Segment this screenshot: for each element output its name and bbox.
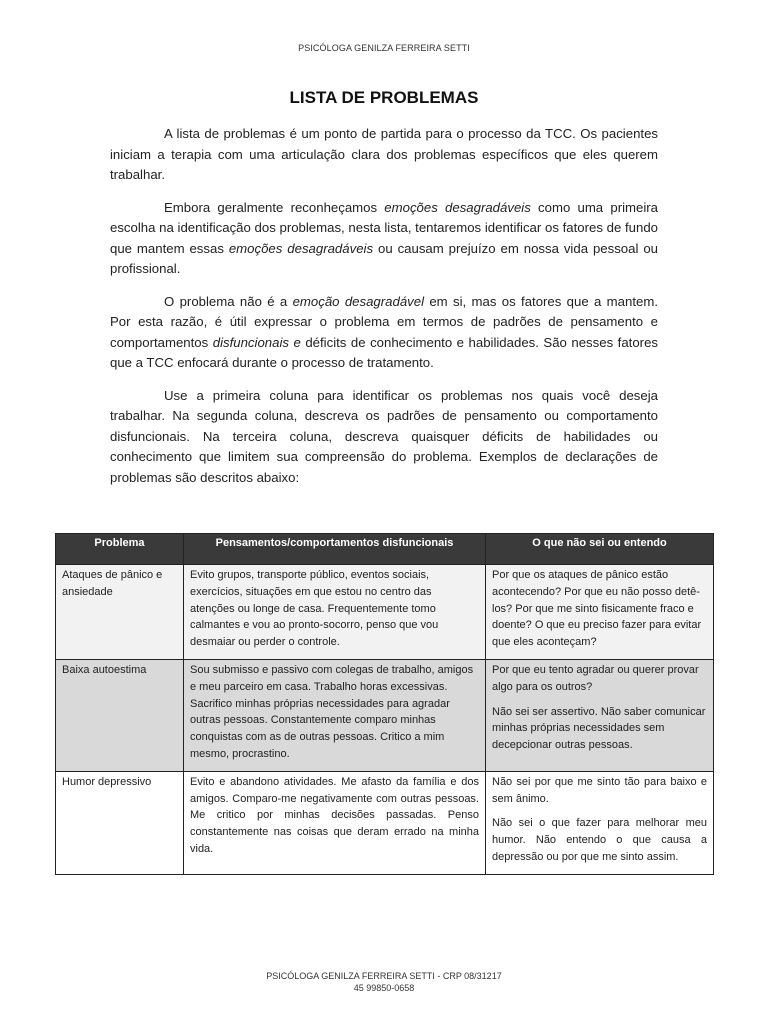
cell-paragraph: Por que eu tento agradar ou querer provar algo para os outros? [492, 663, 699, 693]
cell-thoughts: Sou submisso e passivo com colegas de trabalho, amigos e meu parceiro em casa. Trabalho horas excessivas. Sacrifico minhas próprias necessidades para agradar outras pessoas. Constantemente comparo minhas conquistas com as de outras pessoas. Critico a mim mesmo, procrastino. [184, 659, 486, 771]
intro-paragraph: A lista de problemas é um ponto de partida para o processo da TCC. Os pacientes iniciam a terapia com uma articulação clara dos problemas específicos que eles querem trabalhar. [110, 126, 658, 182]
header-unknown: O que não sei ou entendo [486, 534, 714, 565]
cell-paragraph: Não sei o que fazer para melhorar meu humor. Não entendo o que causa a depressão ou por que me sinto assim. [492, 817, 707, 863]
cell-thoughts: Evito e abandono atividades. Me afasto da família e dos amigos. Comparo-me negativamente com outras pessoas. Me critico por minhas decisões passadas. Penso constantemente nas coisas que deram errado na minha vida. [184, 771, 486, 874]
cell-paragraph: Não sei por que me sinto tão para baixo e sem ânimo. [492, 775, 707, 805]
text-span: ou causam prejuízo em nossa vida pessoal ou profissional. [110, 240, 658, 276]
table-row [56, 659, 714, 771]
emphasis-text: emoções desagradáveis [228, 240, 374, 256]
cell-paragraph: Por que os ataques de pânico estão acontecendo? Por que eu não posso detê-los? Por que me sinto fisicamente fraco e doente? O que eu preciso fazer para evitar que eles aconteçam? [492, 569, 702, 649]
header-thoughts: Pensamentos/comportamentos disfuncionais [184, 534, 486, 565]
text-span: em si, mas os fatores que a mantem. Por esta razão, é útil expressar o problema em termos de padrões de pensamento e comportamentos [110, 293, 658, 350]
footer-name-line: PSICÓLOGA GENILZA FERREIRA SETTI - CRP 08/31217 [266, 971, 502, 981]
text-span: déficits de conhecimento e habilidades. São nesses fatores que a TCC enfocará durante o processo de tratamento. [110, 334, 658, 370]
header-problem: Problema [56, 534, 184, 565]
text-span: Embora geralmente reconheçamos [164, 199, 385, 215]
cell-problem: Baixa autoestima [56, 659, 184, 771]
text-span: O problema não é a [164, 293, 293, 309]
emphasis-text: emoção desagradável [292, 293, 425, 309]
table-row [56, 565, 714, 660]
page-title: LISTA DE PROBLEMAS [289, 88, 479, 107]
table-row [56, 771, 714, 874]
cell-unknown [486, 565, 714, 660]
table-header-row [56, 534, 714, 565]
problem-definition-paragraph [110, 292, 658, 374]
cell-unknown [486, 771, 714, 874]
emphasis-text: disfuncionais e [212, 334, 301, 350]
page-footer [0, 970, 768, 994]
document-body [110, 124, 658, 500]
emphasis-text: emoções desagradáveis [384, 199, 531, 215]
problems-table [55, 533, 714, 875]
text-span: como uma primeira escolha na identificação dos problemas, nesta lista, tentaremos identificar os fatores de fundo que mantem essas [110, 199, 658, 256]
cell-problem: Humor depressivo [56, 771, 184, 874]
cell-problem: Ataques de pânico e ansiedade [56, 565, 184, 660]
emotions-paragraph [110, 198, 658, 280]
cell-paragraph: Não sei ser assertivo. Não saber comunicar minhas próprias necessidades sem decepcionar outras pessoas. [492, 705, 706, 752]
footer-phone-line: 45 99850-0658 [353, 983, 415, 993]
instructions-paragraph: Use a primeira coluna para identificar os problemas nos quais você deseja trabalhar. Na segunda coluna, descreva os padrões de pensamento ou comportamento disfuncionais. Na terceira coluna, descreva quaisquer déficits de habilidades ou conhecimento que limitem sua compreensão do problema. Exemplos de declarações de problemas são descritos abaixo: [110, 387, 658, 485]
cell-unknown [486, 659, 714, 771]
page-header: PSICÓLOGA GENILZA FERREIRA SETTI [298, 43, 470, 53]
cell-thoughts: Evito grupos, transporte público, eventos sociais, exercícios, situações em que estou no centro das atenções ou longe de casa. Frequentemente tomo calmantes e vou ao pronto-socorro, penso que vou desmaiar ou perder o controle. [184, 565, 486, 660]
